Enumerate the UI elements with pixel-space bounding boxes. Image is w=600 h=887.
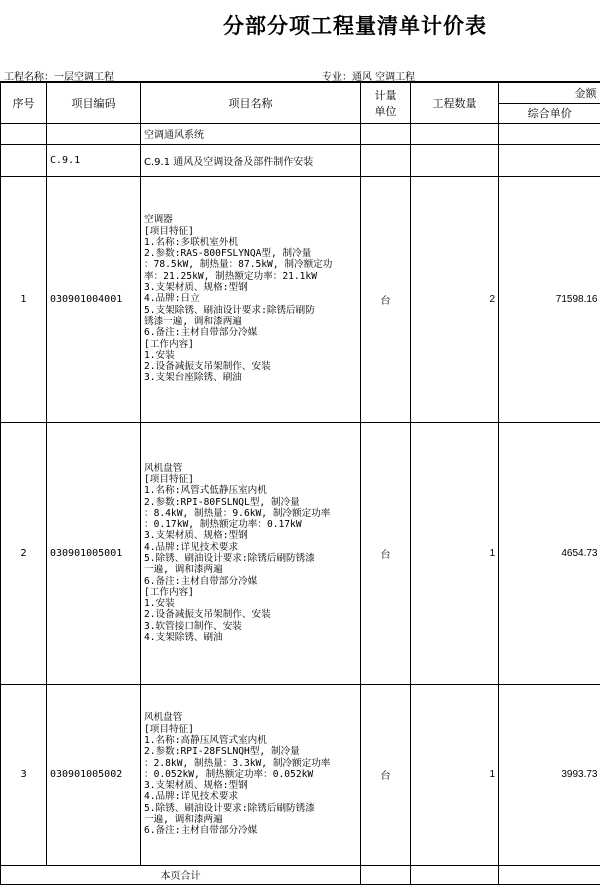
desc-line: 1.安装 <box>144 598 175 610</box>
group-name: C.9.1 通风及空调设备及部件制作安装 <box>141 144 361 176</box>
desc-line: 2.参数:RPI-28FSLNQH型, 制冷量 <box>144 746 300 758</box>
page-title: 分部分项工程量清单计价表 <box>223 14 487 38</box>
item-description <box>141 684 361 865</box>
item-seq: 1 <box>1 176 47 422</box>
item-unit: 台 <box>361 684 411 865</box>
desc-line: 2.参数:RPI-80FSLNQL型, 制冷量 <box>144 496 300 508</box>
group-code: C.9.1 <box>47 144 141 176</box>
item-code: 030901004001 <box>47 176 141 422</box>
desc-line: [项目特征] <box>144 225 194 237</box>
header-unit <box>361 82 411 123</box>
bill-of-quantities-table <box>0 81 600 885</box>
header-seq: 序号 <box>1 82 47 123</box>
specialty-label: 专业：通风 空调工程 <box>322 72 416 83</box>
desc-line: ：8.4kW, 制热量：9.6kW, 制冷额定功率 <box>144 507 331 519</box>
desc-line: 一遍, 调和漆两遍 <box>144 814 223 826</box>
desc-line: 1.名称:多联机室外机 <box>144 236 239 248</box>
item-unit-price: 71598.16 <box>499 176 600 422</box>
desc-line: 率：21.25kW, 制热额定功率：21.1kW <box>144 270 317 282</box>
desc-line: [工作内容] <box>144 586 194 598</box>
desc-line: ：0.17kW, 制热额定功率：0.17kW <box>144 519 302 531</box>
desc-line: 5.除锈、刷油设计要求:除锈后刷防锈漆 <box>144 553 315 564</box>
item-quantity: 1 <box>411 684 499 865</box>
desc-line: 3.支架材质、规格:型钢 <box>144 780 248 792</box>
item-quantity: 1 <box>411 422 499 684</box>
item-description <box>141 422 361 684</box>
desc-line: 1.名称:风管式低静压室内机 <box>144 485 267 497</box>
header-row-1 <box>1 82 600 103</box>
group-row <box>1 144 600 176</box>
table-row <box>1 422 600 684</box>
desc-line: 3.软管接口制作、安装 <box>144 620 242 632</box>
item-unit: 台 <box>361 422 411 684</box>
desc-line: 6.备注:主材自带部分冷媒 <box>144 327 258 339</box>
item-seq: 3 <box>1 684 47 865</box>
desc-line: 4.品牌:详见技术要求 <box>144 791 239 803</box>
section-name: 空调通风系统 <box>141 123 361 144</box>
item-code: 030901005002 <box>47 684 141 865</box>
desc-line: 4.品牌:日立 <box>144 293 200 305</box>
header-code: 项目编码 <box>47 82 141 123</box>
desc-line: 2.参数:RAS-800FSLYNQA型, 制冷量 <box>144 248 312 260</box>
table-row <box>1 684 600 865</box>
subtotal-label: 本页合计 <box>1 865 361 884</box>
header-unit-line1: 计量 <box>374 88 397 102</box>
desc-line: 1.安装 <box>144 349 175 361</box>
header-unit-price: 综合单价 <box>499 103 600 123</box>
desc-line: [项目特征] <box>144 473 194 485</box>
desc-line: [项目特征] <box>144 723 194 735</box>
desc-line: 4.品牌:详见技术要求 <box>144 541 239 553</box>
desc-line: 2.设备减振支吊架制作、安装 <box>144 609 271 621</box>
subtotal-row <box>1 865 600 884</box>
section-row <box>1 123 600 144</box>
desc-line: 一遍, 调和漆两遍 <box>144 564 223 576</box>
desc-line: ：0.052kW, 制热额定功率：0.052kW <box>144 768 314 780</box>
desc-line: 2.设备减振支吊架制作、安装 <box>144 361 271 373</box>
project-name-label: 工程名称：一层空调工程 <box>4 72 114 83</box>
desc-line: 风机盘管 <box>144 712 183 724</box>
item-unit: 台 <box>361 176 411 422</box>
desc-line: ：2.8kW, 制热量：3.3kW, 制冷额定功率 <box>144 757 331 769</box>
desc-line: 3.支架材质、规格:型钢 <box>144 530 248 542</box>
desc-line: 锈漆一遍, 调和漆两遍 <box>144 315 242 327</box>
desc-line: 3.支架材质、规格:型钢 <box>144 282 248 294</box>
header-name: 项目名称 <box>141 82 361 123</box>
desc-line: 3.支架台座除锈、刷油 <box>144 372 242 384</box>
header-quantity: 工程数量 <box>411 82 499 123</box>
desc-line: 4.支架除锈、刷油 <box>144 632 223 644</box>
desc-line: 空调器 <box>144 214 173 226</box>
item-code: 030901005001 <box>47 422 141 684</box>
item-unit-price: 4654.73 <box>499 422 600 684</box>
item-unit-price: 3993.73 <box>499 684 600 865</box>
desc-line: 6.备注:主材自带部分冷媒 <box>144 575 258 587</box>
table-row <box>1 176 600 422</box>
item-description <box>141 176 361 422</box>
desc-line: 1.名称:高静压风管式室内机 <box>144 734 267 746</box>
desc-line: 5.除锈、刷油设计要求:除锈后刷防锈漆 <box>144 802 315 814</box>
desc-line: [工作内容] <box>144 338 194 350</box>
desc-line: 风机盘管 <box>144 462 183 474</box>
desc-line: 6.备注:主材自带部分冷媒 <box>144 825 258 837</box>
item-seq: 2 <box>1 422 47 684</box>
desc-line: 5.支架除锈、刷油设计要求:除锈后刷防 <box>144 304 315 316</box>
item-quantity: 2 <box>411 176 499 422</box>
header-amount: 金额 <box>499 82 600 103</box>
header-unit-line2: 单位 <box>374 104 397 118</box>
desc-line: ：78.5kW, 制热量：87.5kW, 制冷额定功 <box>144 259 333 271</box>
